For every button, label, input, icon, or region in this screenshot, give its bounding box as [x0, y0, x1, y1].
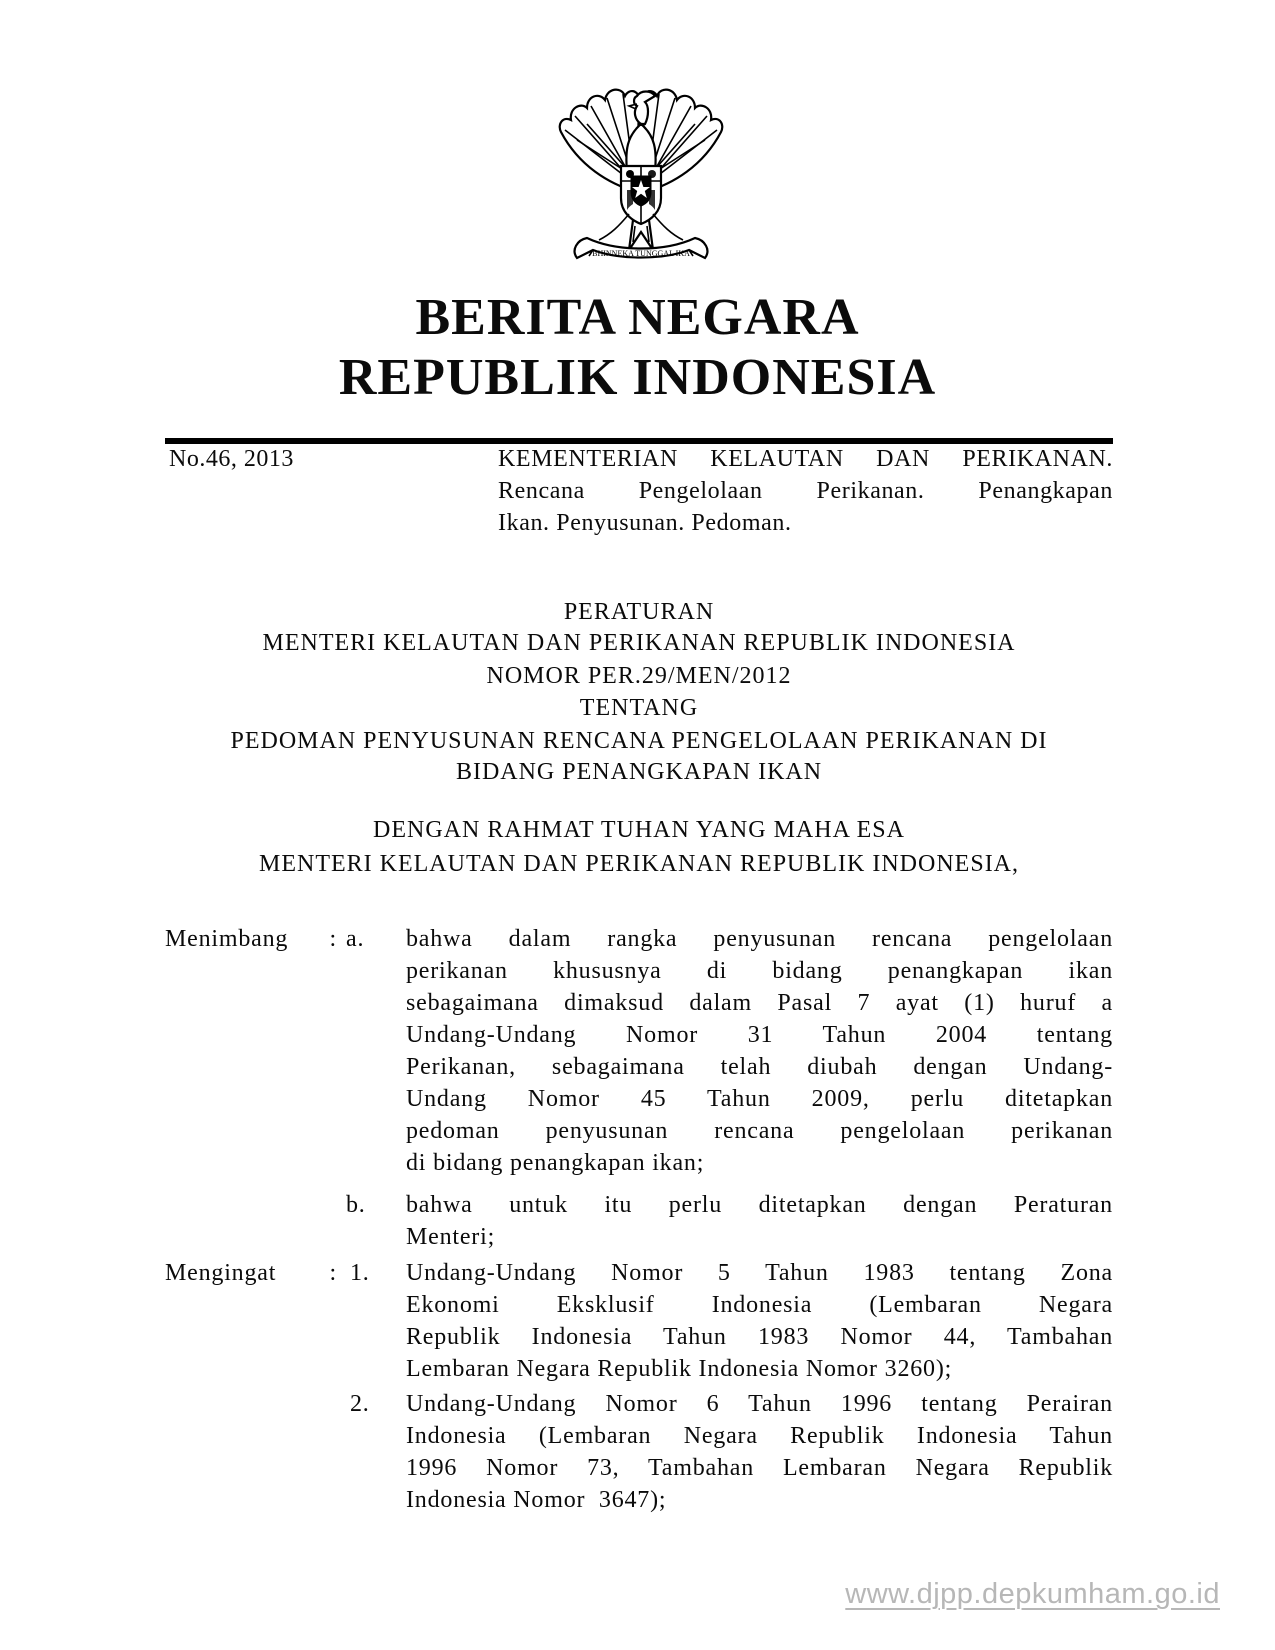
legal-basis-item-1 — [406, 1257, 1113, 1385]
label-colon: : — [329, 1260, 337, 1286]
heading-minister: MENTERI KELAUTAN DAN PERIKANAN REPUBLIK INDONESIA — [262, 630, 1016, 656]
heading-subject-line1: PEDOMAN PENYUSUNAN RENCANA PENGELOLAAN PERIKANAN DI — [230, 728, 1048, 754]
gazette-number: No.46, 2013 — [169, 446, 294, 472]
heading-invocation: DENGAN RAHMAT TUHAN YANG MAHA ESA — [373, 817, 905, 843]
text-line: 1996 Nomor 73, Tambahan Lembaran Negara Republik — [406, 1455, 1113, 1481]
heading-peraturan: PERATURAN — [563, 599, 715, 625]
text-line: Indonesia Nomor 3647); — [406, 1487, 667, 1513]
masthead-title-line2: REPUBLIK INDONESIA — [338, 349, 937, 406]
heading-tentang: TENTANG — [579, 695, 699, 721]
text-line: Ekonomi Eksklusif Indonesia (Lembaran Negara — [406, 1292, 1113, 1318]
footer-watermark-url: www.djpp.depkumham.go.id — [845, 1578, 1220, 1610]
section-label-menimbang — [165, 923, 337, 955]
heading-authority: MENTERI KELAUTAN DAN PERIKANAN REPUBLIK INDONESIA, — [258, 851, 1020, 877]
gazette-subject — [498, 443, 1113, 539]
text-line: Undang-Undang Nomor 6 Tahun 1996 tentang Perairan — [406, 1391, 1113, 1417]
section-label-mengingat — [165, 1257, 337, 1289]
text-line: Rencana Pengelolaan Perikanan. Penangkapan — [498, 478, 1113, 504]
text-line: pedoman penyusunan rencana pengelolaan perikanan — [406, 1118, 1113, 1144]
label-colon: : — [329, 926, 337, 952]
heading-subject-line2: BIDANG PENANGKAPAN IKAN — [455, 759, 823, 785]
text-line: Lembaran Negara Republik Indonesia Nomor 3260); — [406, 1356, 953, 1382]
heading-number: NOMOR PER.29/MEN/2012 — [486, 663, 792, 689]
text-line: KEMENTERIAN KELAUTAN DAN PERIKANAN. — [498, 446, 1113, 472]
consideration-item-a — [406, 923, 1113, 1179]
text-line: perikanan khususnya di bidang penangkapan ikan — [406, 958, 1113, 984]
item-marker-2: 2. — [350, 1391, 370, 1417]
text-line: Indonesia (Lembaran Negara Republik Indonesia Tahun — [406, 1423, 1113, 1449]
text-line: di bidang penangkapan ikan; — [406, 1150, 705, 1176]
text-line: bahwa untuk itu perlu ditetapkan dengan Peraturan — [406, 1192, 1113, 1218]
banner-motto-text: BHINNEKA TUNGGAL IKA — [592, 249, 690, 258]
text-line: Undang Nomor 45 Tahun 2009, perlu ditetapkan — [406, 1086, 1113, 1112]
text-line: Menteri; — [406, 1224, 496, 1250]
label-text: Menimbang — [165, 926, 289, 952]
garuda-pancasila-emblem — [549, 80, 733, 276]
text-line: Undang-Undang Nomor 31 Tahun 2004 tentang — [406, 1022, 1113, 1048]
text-line: Republik Indonesia Tahun 1983 Nomor 44, Tambahan — [406, 1324, 1113, 1350]
text-line: Perikanan, sebagaimana telah diubah dengan Undang- — [406, 1054, 1113, 1080]
item-marker-b: b. — [346, 1192, 366, 1218]
text-line: sebagaimana dimaksud dalam Pasal 7 ayat (1) huruf a — [406, 990, 1113, 1016]
consideration-item-b — [406, 1189, 1113, 1253]
item-marker-1: 1. — [350, 1260, 370, 1286]
text-line: Undang-Undang Nomor 5 Tahun 1983 tentang Zona — [406, 1260, 1113, 1286]
text-line: bahwa dalam rangka penyusunan rencana pengelolaan — [406, 926, 1113, 952]
text-line: Ikan. Penyusunan. Pedoman. — [498, 510, 792, 536]
garuda-eagle-icon — [549, 80, 733, 276]
legal-basis-item-2 — [406, 1388, 1113, 1516]
masthead-title-line1: BERITA NEGARA — [415, 289, 860, 346]
item-marker-a: a. — [346, 926, 365, 952]
label-text: Mengingat — [165, 1260, 277, 1286]
